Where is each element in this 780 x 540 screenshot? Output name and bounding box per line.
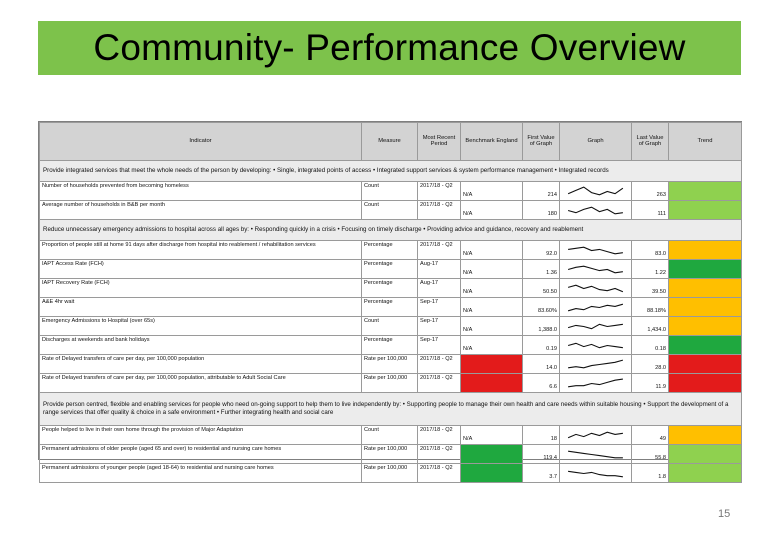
table-row xyxy=(40,260,742,279)
sparkline-path xyxy=(568,247,623,254)
last-value-cell: 83.0 xyxy=(632,241,669,260)
benchmark-cell: N/A xyxy=(461,298,523,317)
benchmark-cell: N/A xyxy=(461,241,523,260)
first-value-cell: 6.6 xyxy=(523,374,560,393)
table-row xyxy=(40,374,742,393)
sparkline-path xyxy=(568,207,623,214)
table-row xyxy=(40,464,742,483)
period-cell: Sep-17 xyxy=(418,317,461,336)
measure-cell: Rate per 100,000 xyxy=(362,374,418,393)
section-heading: Reduce unnecessary emergency admissions to hospital across all ages by: • Responding quickly in a crisis • Focusing on timely discharge • Providing advice and guidance, recovery and reablement xyxy=(40,220,742,241)
header-graph: Graph xyxy=(560,123,632,161)
graph-cell xyxy=(560,355,632,374)
graph-cell xyxy=(560,298,632,317)
table-row xyxy=(40,182,742,201)
graph-cell xyxy=(560,182,632,201)
section-heading-row xyxy=(40,161,742,182)
benchmark-cell: N/A xyxy=(461,201,523,220)
header-indicator: Indicator xyxy=(40,123,362,161)
graph-cell xyxy=(560,374,632,393)
last-value-cell: 28.0 xyxy=(632,355,669,374)
benchmark-cell xyxy=(461,374,523,393)
indicator-cell: A&E 4hr wait xyxy=(40,298,362,317)
benchmark-cell: N/A xyxy=(461,182,523,201)
indicator-cell: Discharges at weekends and bank holidays xyxy=(40,336,362,355)
graph-cell xyxy=(560,317,632,336)
indicator-cell: Number of households prevented from becoming homeless xyxy=(40,182,362,201)
header-benchmark: Benchmark England xyxy=(461,123,523,161)
benchmark-cell: N/A xyxy=(461,426,523,445)
title-banner xyxy=(38,21,741,75)
indicator-cell: Emergency Admissions to Hospital (over 65s) xyxy=(40,317,362,336)
benchmark-cell xyxy=(461,355,523,374)
benchmark-cell xyxy=(461,445,523,464)
last-value-cell: 0.18 xyxy=(632,336,669,355)
last-value-cell: 263 xyxy=(632,182,669,201)
sparkline xyxy=(560,243,631,258)
page-number: 15 xyxy=(718,508,731,520)
period-cell: 2017/18 - Q2 xyxy=(418,445,461,464)
performance-table-container xyxy=(38,121,742,481)
first-value-cell: 214 xyxy=(523,182,560,201)
table-row xyxy=(40,279,742,298)
section-heading-row xyxy=(40,220,742,241)
sparkline xyxy=(560,203,631,218)
table-row xyxy=(40,336,742,355)
first-value-cell: 3.7 xyxy=(523,464,560,483)
sparkline xyxy=(560,319,631,334)
period-cell: 2017/18 - Q2 xyxy=(418,355,461,374)
table-row xyxy=(40,426,742,445)
period-cell: 2017/18 - Q2 xyxy=(418,426,461,445)
period-cell: 2017/18 - Q2 xyxy=(418,374,461,393)
sparkline xyxy=(560,262,631,277)
sparkline-path xyxy=(568,343,623,347)
sparkline-path xyxy=(568,324,623,328)
period-cell: Aug-17 xyxy=(418,260,461,279)
section-heading: Provide integrated services that meet the whole needs of the person by developing: • Single, integrated points of access • Integrated support services & system performance management • Integrated records xyxy=(40,161,742,182)
measure-cell: Count xyxy=(362,317,418,336)
period-cell: Sep-17 xyxy=(418,298,461,317)
benchmark-cell: N/A xyxy=(461,336,523,355)
table-row xyxy=(40,241,742,260)
first-value-cell: 92.0 xyxy=(523,241,560,260)
header-trend: Trend xyxy=(669,123,742,161)
trend-rag-cell xyxy=(669,298,742,317)
sparkline-path xyxy=(568,451,623,458)
indicator-cell: IAPT Recovery Rate (FCH) xyxy=(40,279,362,298)
sparkline xyxy=(560,184,631,199)
period-cell: Aug-17 xyxy=(418,279,461,298)
indicator-cell: Permanent admissions of younger people (aged 18-64) to residential and nursing care homes xyxy=(40,464,362,483)
sparkline-path xyxy=(568,471,623,477)
first-value-cell: 14.0 xyxy=(523,355,560,374)
first-value-cell: 119.4 xyxy=(523,445,560,464)
last-value-cell: 1,434.0 xyxy=(632,317,669,336)
benchmark-cell: N/A xyxy=(461,279,523,298)
header-first-value: First Value of Graph xyxy=(523,123,560,161)
trend-rag-cell xyxy=(669,336,742,355)
measure-cell: Percentage xyxy=(362,298,418,317)
graph-cell xyxy=(560,241,632,260)
first-value-cell: 83.60% xyxy=(523,298,560,317)
table-header-row xyxy=(40,123,742,161)
page-title: Community- Performance Overview xyxy=(93,27,686,68)
trend-rag-cell xyxy=(669,182,742,201)
last-value-cell: 39.50 xyxy=(632,279,669,298)
performance-table xyxy=(39,122,742,483)
header-last-value: Last Value of Graph xyxy=(632,123,669,161)
last-value-cell: 55.8 xyxy=(632,445,669,464)
indicator-cell: Rate of Delayed transfers of care per day, per 100,000 population xyxy=(40,355,362,374)
graph-cell xyxy=(560,445,632,464)
sparkline xyxy=(560,428,631,443)
measure-cell: Percentage xyxy=(362,336,418,355)
sparkline-path xyxy=(568,432,623,438)
graph-cell xyxy=(560,201,632,220)
sparkline-path xyxy=(568,187,623,195)
period-cell: Sep-17 xyxy=(418,336,461,355)
measure-cell: Count xyxy=(362,201,418,220)
graph-cell xyxy=(560,426,632,445)
period-cell: 2017/18 - Q2 xyxy=(418,241,461,260)
table-row xyxy=(40,201,742,220)
last-value-cell: 1.8 xyxy=(632,464,669,483)
graph-cell xyxy=(560,279,632,298)
graph-cell xyxy=(560,336,632,355)
period-cell: 2017/18 - Q2 xyxy=(418,201,461,220)
sparkline-path xyxy=(568,304,623,311)
sparkline xyxy=(560,466,631,481)
table-row xyxy=(40,355,742,374)
header-period: Most Recent Period xyxy=(418,123,461,161)
benchmark-cell: N/A xyxy=(461,260,523,279)
measure-cell: Percentage xyxy=(362,260,418,279)
trend-rag-cell xyxy=(669,317,742,336)
trend-rag-cell xyxy=(669,445,742,464)
last-value-cell: 88.18% xyxy=(632,298,669,317)
indicator-cell: Average number of households in B&B per month xyxy=(40,201,362,220)
measure-cell: Percentage xyxy=(362,241,418,260)
trend-rag-cell xyxy=(669,426,742,445)
table-row xyxy=(40,298,742,317)
measure-cell: Percentage xyxy=(362,279,418,298)
graph-cell xyxy=(560,464,632,483)
indicator-cell: Permanent admissions of older people (aged 65 and over) to residential and nursing care homes xyxy=(40,445,362,464)
indicator-cell: IAPT Access Rate (FCH) xyxy=(40,260,362,279)
sparkline xyxy=(560,376,631,391)
trend-rag-cell xyxy=(669,201,742,220)
sparkline-path xyxy=(568,285,623,292)
sparkline xyxy=(560,447,631,462)
graph-cell xyxy=(560,260,632,279)
benchmark-cell: N/A xyxy=(461,317,523,336)
measure-cell: Rate per 100,000 xyxy=(362,355,418,374)
first-value-cell: 1,388.0 xyxy=(523,317,560,336)
header-measure: Measure xyxy=(362,123,418,161)
first-value-cell: 50.50 xyxy=(523,279,560,298)
first-value-cell: 1.36 xyxy=(523,260,560,279)
trend-rag-cell xyxy=(669,260,742,279)
table-body xyxy=(40,161,742,483)
measure-cell: Rate per 100,000 xyxy=(362,445,418,464)
trend-rag-cell xyxy=(669,279,742,298)
benchmark-cell xyxy=(461,464,523,483)
sparkline xyxy=(560,300,631,315)
trend-rag-cell xyxy=(669,355,742,374)
first-value-cell: 18 xyxy=(523,426,560,445)
trend-rag-cell xyxy=(669,464,742,483)
last-value-cell: 1.22 xyxy=(632,260,669,279)
measure-cell: Count xyxy=(362,426,418,445)
sparkline xyxy=(560,338,631,353)
trend-rag-cell xyxy=(669,241,742,260)
last-value-cell: 111 xyxy=(632,201,669,220)
first-value-cell: 180 xyxy=(523,201,560,220)
indicator-cell: Proportion of people still at home 91 days after discharge from hospital into reablement / rehabilitation services xyxy=(40,241,362,260)
indicator-cell: Rate of Delayed transfers of care per day, per 100,000 population, attributable to Adult Social Care xyxy=(40,374,362,393)
section-heading-row xyxy=(40,393,742,426)
first-value-cell: 0.19 xyxy=(523,336,560,355)
measure-cell: Rate per 100,000 xyxy=(362,464,418,483)
trend-rag-cell xyxy=(669,374,742,393)
sparkline xyxy=(560,357,631,372)
sparkline-path xyxy=(568,266,623,273)
indicator-cell: People helped to live in their own home through the provision of Major Adaptation xyxy=(40,426,362,445)
last-value-cell: 11.9 xyxy=(632,374,669,393)
period-cell: 2017/18 - Q2 xyxy=(418,182,461,201)
section-heading: Provide person centred, flexible and enabling services for people who need on-going support to help them to live independently by: • Supporting people to manage their own health and care needs within suitable housing • Support the development of a range services that offer quality & choice in a safe environment • Further integrating health and social care xyxy=(40,393,742,426)
sparkline-path xyxy=(568,360,623,368)
last-value-cell: 49 xyxy=(632,426,669,445)
sparkline-path xyxy=(568,379,623,387)
table-row xyxy=(40,317,742,336)
period-cell: 2017/18 - Q2 xyxy=(418,464,461,483)
sparkline xyxy=(560,281,631,296)
table-row xyxy=(40,445,742,464)
measure-cell: Count xyxy=(362,182,418,201)
